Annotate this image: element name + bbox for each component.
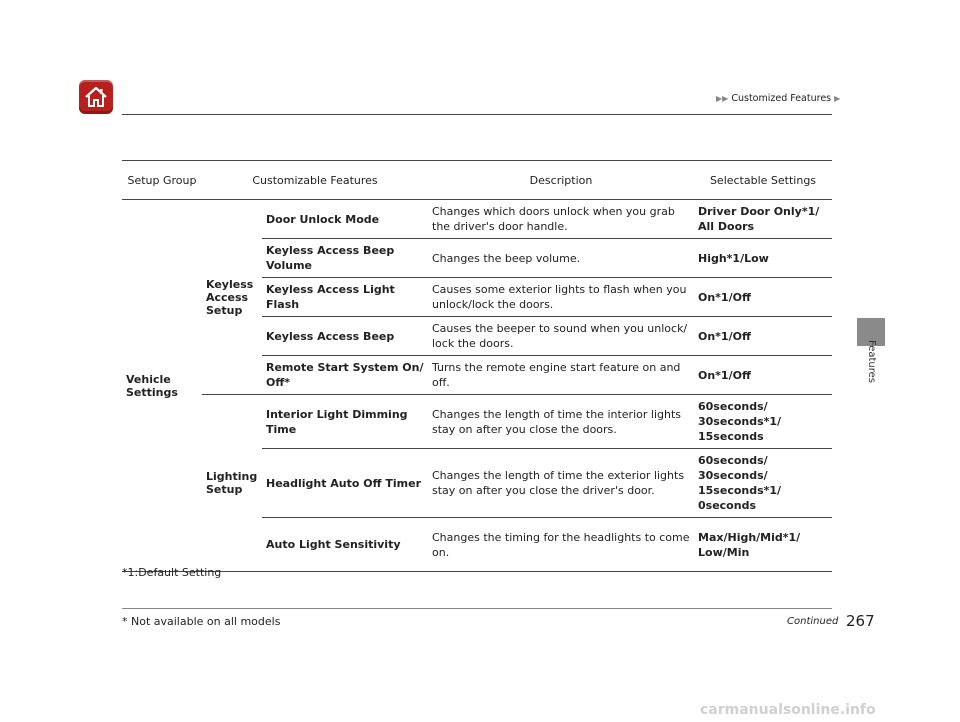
group-vehicle-settings: Vehicle Settings	[122, 200, 202, 572]
feature-name: Remote Start System On/ Off*	[262, 356, 428, 395]
feature-name: Keyless Access Beep	[262, 317, 428, 356]
subgroup-lighting: Lighting Setup	[202, 395, 262, 572]
feature-name: Keyless Access Beep Volume	[262, 239, 428, 278]
feature-description: Changes the timing for the headlights to come on.	[428, 518, 694, 572]
feature-description: Causes the beeper to sound when you unlock/ lock the doors.	[428, 317, 694, 356]
breadcrumb[interactable]	[716, 93, 840, 104]
header-selectable-settings: Selectable Settings	[694, 161, 832, 200]
feature-description: Causes some exterior lights to flash when you unlock/lock the doors.	[428, 278, 694, 317]
feature-settings: Driver Door Only*1/ All Doors	[694, 200, 832, 239]
table-header-row	[122, 161, 832, 200]
header-customizable-features: Customizable Features	[202, 161, 428, 200]
feature-description: Changes the length of time the exterior lights stay on after you close the driver's door.	[428, 449, 694, 518]
feature-name: Door Unlock Mode	[262, 200, 428, 239]
feature-name: Auto Light Sensitivity	[262, 518, 428, 572]
continued-label: Continued	[787, 616, 839, 627]
home-icon	[83, 84, 109, 110]
page-number: 267	[846, 612, 875, 630]
feature-description: Changes the beep volume.	[428, 239, 694, 278]
footer-rule	[122, 608, 832, 609]
subgroup-keyless-access: Keyless Access Setup	[206, 277, 254, 317]
breadcrumb-arrow-icon: ▶	[834, 94, 841, 103]
breadcrumb-arrow-icon: ▶▶	[716, 94, 729, 103]
feature-description: Changes the length of time the interior lights stay on after you close the doors.	[428, 395, 694, 449]
watermark: carmanualsonline.info	[700, 702, 876, 718]
feature-settings: High*1/Low	[694, 239, 832, 278]
feature-settings: On*1/Off	[694, 278, 832, 317]
feature-name: Interior Light Dimming Time	[262, 395, 428, 449]
header-setup-group: Setup Group	[122, 161, 202, 200]
feature-description: Changes which doors unlock when you grab the driver's door handle.	[428, 200, 694, 239]
feature-settings: On*1/Off	[694, 317, 832, 356]
feature-settings: 60seconds/ 30seconds*1/ 15seconds	[694, 395, 832, 449]
feature-settings: 60seconds/ 30seconds/ 15seconds*1/ 0seconds	[694, 449, 832, 518]
breadcrumb-label: Customized Features	[731, 93, 832, 104]
feature-settings: On*1/Off	[694, 356, 832, 395]
feature-name: Keyless Access Light Flash	[262, 278, 428, 317]
table-row	[122, 200, 832, 239]
feature-settings: Max/High/Mid*1/ Low/Min	[694, 518, 832, 572]
feature-name: Headlight Auto Off Timer	[262, 449, 428, 518]
header-rule	[122, 114, 832, 115]
section-tab-label: Features	[866, 340, 877, 383]
table-row	[122, 395, 832, 449]
not-available-note: * Not available on all models	[122, 615, 281, 628]
customized-features-table	[122, 160, 832, 572]
home-button[interactable]	[79, 80, 113, 114]
feature-description: Turns the remote engine start feature on and off.	[428, 356, 694, 395]
header-description: Description	[428, 161, 694, 200]
default-setting-footnote: *1:Default Setting	[122, 566, 222, 579]
